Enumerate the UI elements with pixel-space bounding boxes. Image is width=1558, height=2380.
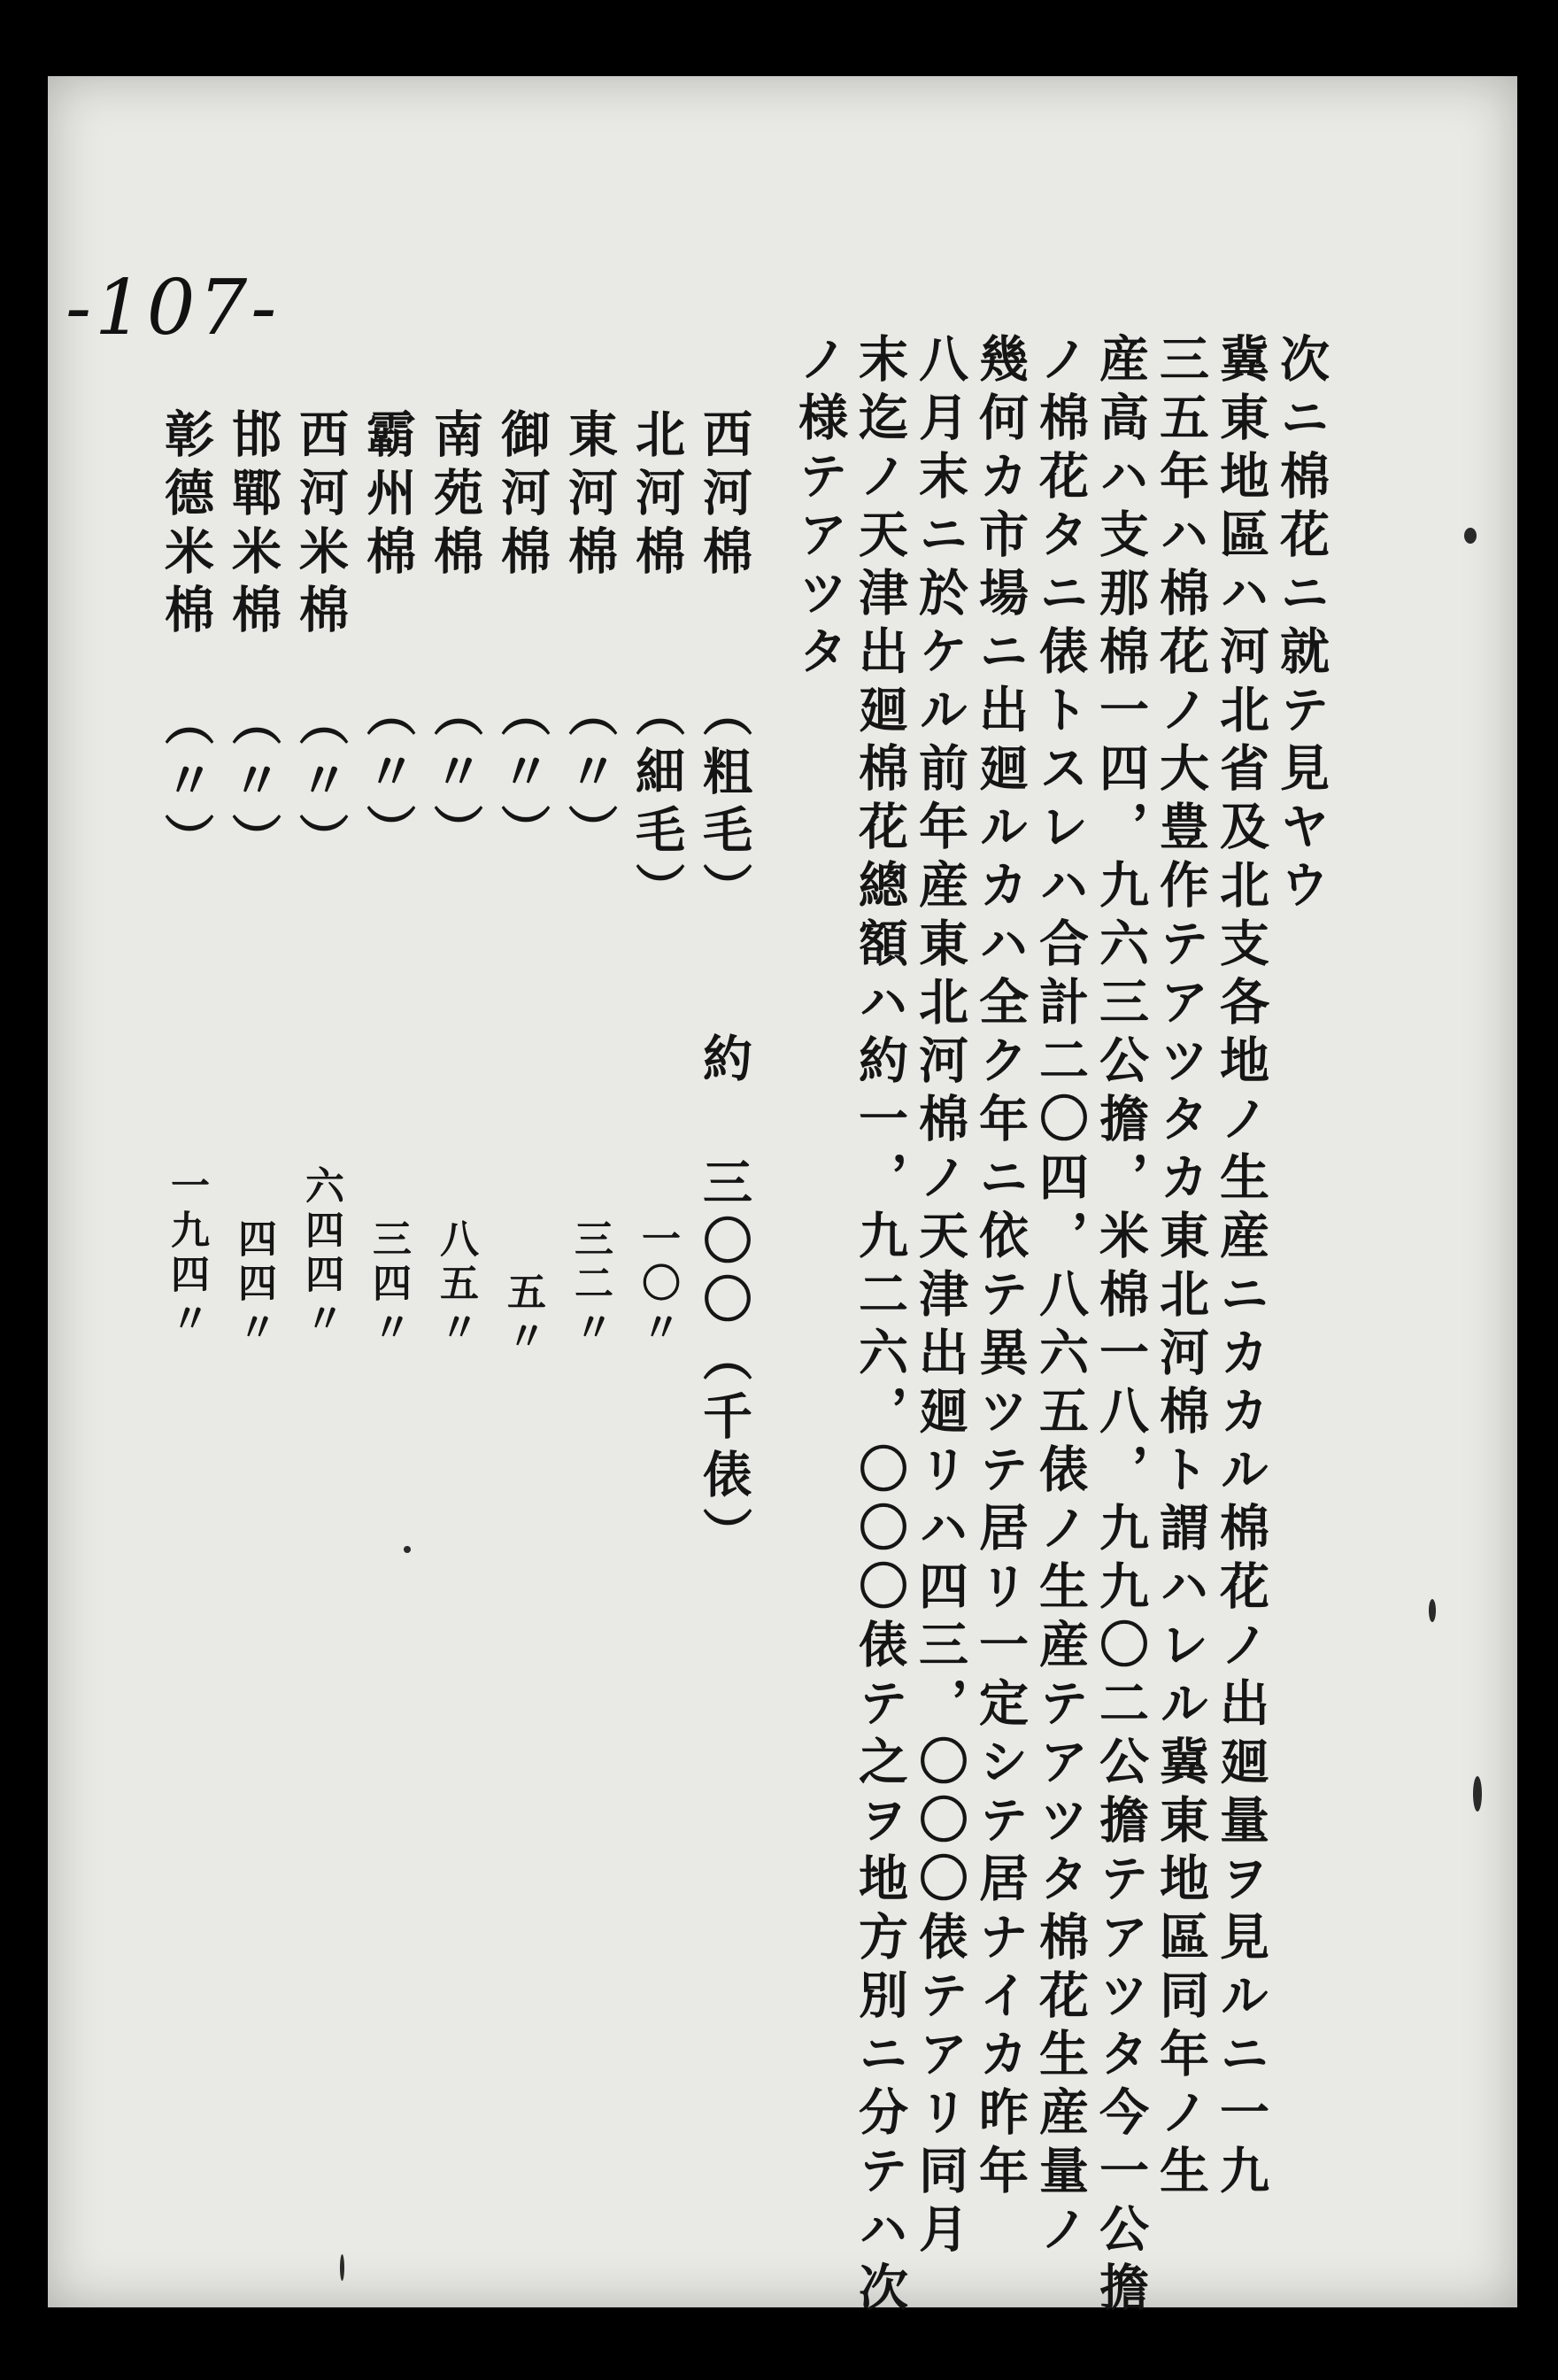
scan-speck (1429, 1599, 1436, 1622)
page-number: -107- (66, 264, 281, 352)
amount: 一九四〃 (164, 1165, 209, 1342)
amount: 四四〃 (231, 1218, 276, 1351)
amount: 八五〃 (433, 1218, 478, 1351)
amount: 一〇〃 (635, 1218, 680, 1351)
cotton-grade: （〃） (157, 696, 215, 871)
cotton-name: 東河棉 (560, 408, 619, 583)
cotton-grade: （〃） (426, 687, 484, 862)
cotton-grade: （〃） (224, 696, 282, 871)
cotton-grade: （〃） (493, 687, 551, 862)
amount: 三二〃 (567, 1218, 613, 1351)
cotton-grade: （〃） (359, 687, 417, 862)
body-line: 末迄ノ天津出廻棉花總額ハ約一，九二六，〇〇〇俵テ之ヲ地方別ニ分テハ次 (851, 333, 909, 2320)
cotton-name: 邯鄲米棉 (224, 408, 282, 642)
body-line: ノ棉花タニ俵トスレハ合計二〇四，八六五俵ノ生産テアツタ棉花生産量ノ (1031, 333, 1090, 2261)
cotton-grade: （〃） (560, 687, 619, 862)
body-line: 三五年ハ棉花ノ大豊作テアツタカ東北河棉ト謂ハレル冀東地區同年ノ生 (1152, 333, 1210, 2203)
body-line: 次ニ棉花ニ就テ見ヤウ (1272, 333, 1330, 917)
body-line: 八月末ニ於ケル前年産東北河棉ノ天津出廻リハ四三，〇〇〇俵テアリ同月 (911, 333, 969, 2261)
amount: 三〇〇（千俵） (695, 1156, 753, 1565)
cotton-grade: （粗毛） (695, 687, 753, 921)
body-line: 冀東地區ハ河北省及北支各地ノ生産ニカカル棉花ノ出廻量ヲ見ルニ一九 (1212, 333, 1270, 2203)
cotton-name: 南苑棉 (426, 408, 484, 583)
cotton-name: 霸州棉 (359, 408, 417, 583)
approx-label: 約 (695, 1032, 753, 1091)
body-line: ノ様テアツタ (791, 333, 849, 684)
cotton-name: 西河棉 (695, 408, 753, 583)
body-line: 産高ハ支那棉一四，九六三公擔，米棉一八，九九〇二公擔テアツタ今一公擔 (1091, 333, 1150, 2320)
cotton-name: 彰德米棉 (157, 408, 215, 642)
amount: 五〃 (500, 1271, 545, 1360)
cotton-grade: （細毛） (628, 687, 686, 921)
scan-speck (1464, 528, 1477, 544)
cotton-name: 北河棉 (628, 408, 686, 583)
amount: 三四〃 (366, 1218, 411, 1351)
scan-speck (340, 2254, 344, 2281)
scan-speck (404, 1546, 411, 1553)
amount: 六四四〃 (298, 1165, 343, 1342)
cotton-name: 御河棉 (493, 408, 551, 583)
body-line: 幾何カ市場ニ出廻ルカハ全ク年ニ依テ異ツテ居リ一定シテ居ナイカ昨年 (971, 333, 1030, 2203)
cotton-name: 西河米棉 (291, 408, 350, 642)
cotton-grade: （〃） (291, 696, 350, 871)
scan-speck (1473, 1776, 1482, 1812)
document-page (48, 76, 1517, 2320)
